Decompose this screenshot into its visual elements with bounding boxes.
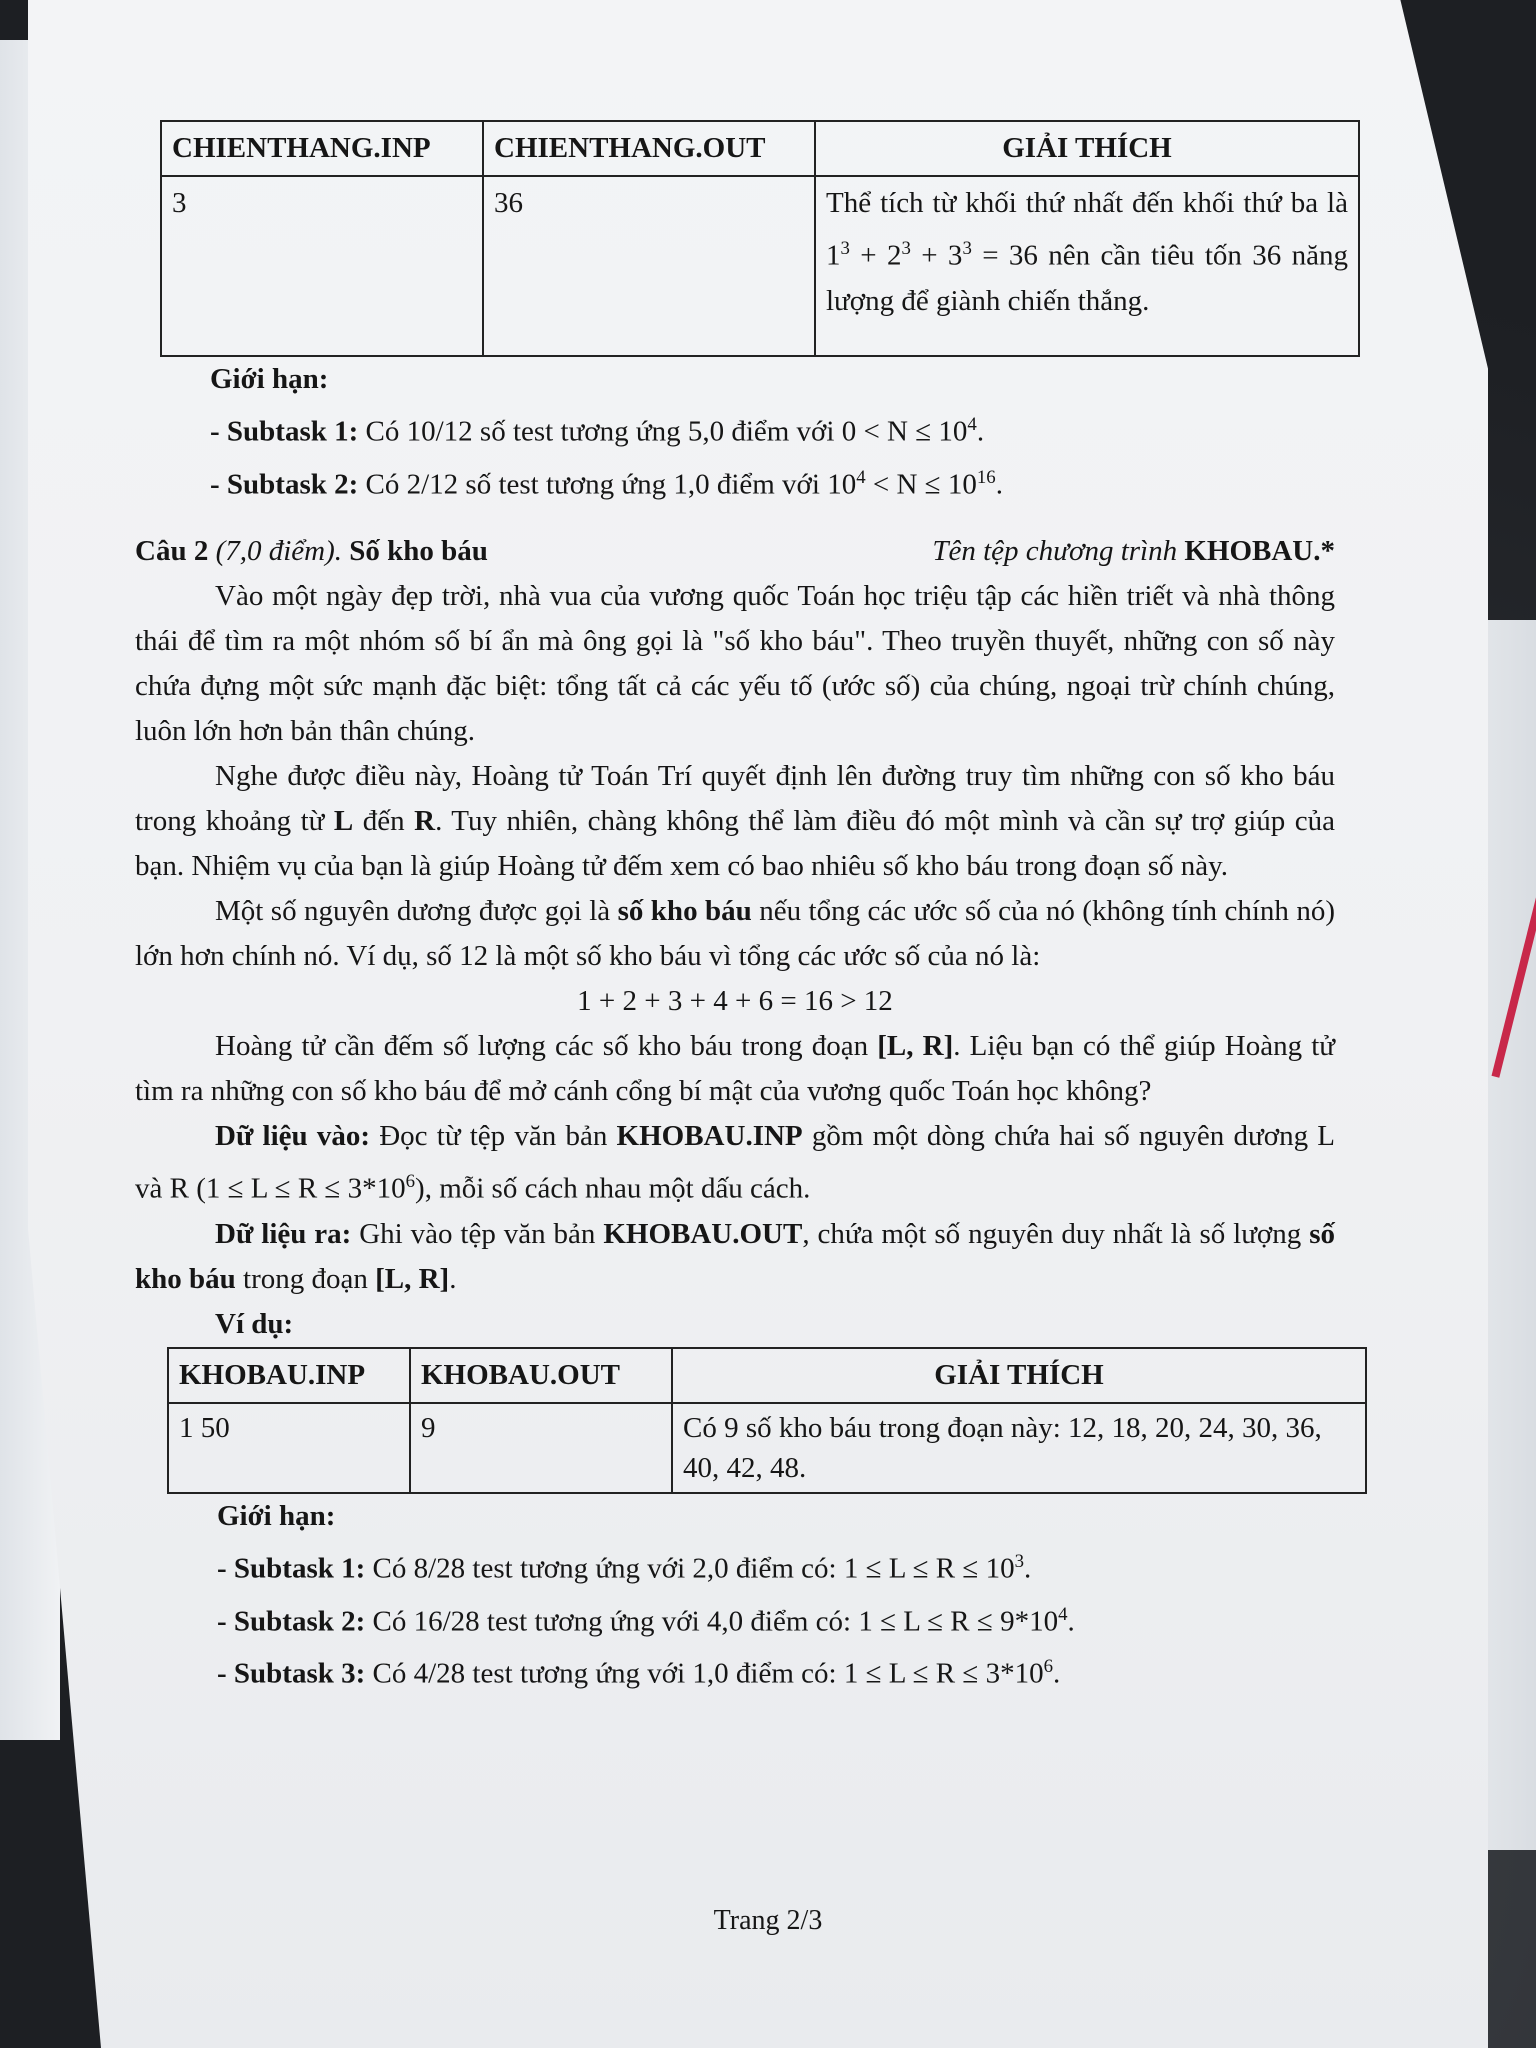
limits-title: Giới hạn:	[210, 363, 329, 395]
example-label: Ví dụ:	[215, 1307, 294, 1340]
formula: 1 + 2 + 3 + 4 + 6 = 16 > 12	[577, 985, 893, 1018]
limits-section-2	[135, 1494, 1335, 1697]
table-header: CHIENTHANG.INP	[161, 121, 483, 176]
table-header: CHIENTHANG.OUT	[483, 121, 815, 176]
subtask-line: - Subtask 1: Có 8/28 test tương ứng với 2,0 điểm có: $1 \le L \le R \le 10^3$.	[217, 1550, 1032, 1585]
paragraph-intro: Vào một ngày đẹp trời, nhà vua của vương quốc Toán học triệu tập các hiền triết và nhà thông thái để tìm ra một nhóm số bí ẩn mà ông gọi là "số kho báu". Theo truyền thuyết, những con số này chứa đựng một sức mạnh đặc biệt: tổng tất cả các yếu tố (ước số) của chúng, ngoại trừ chính chúng, luôn lớn hơn bản thân chúng.	[135, 580, 1335, 748]
table-row	[161, 176, 1359, 356]
table-cell-input: 3	[161, 176, 483, 356]
page-number: Trang 2/3	[713, 1905, 823, 1936]
program-file-name: Tên tệp chương trình KHOBAU.*	[932, 535, 1335, 568]
paragraph-task: Nghe được điều này, Hoàng tử Toán Trí quyết định lên đường truy tìm những con số kho báu trong khoảng từ L đến R. Tuy nhiên, chàng không thể làm điều đó một mình và cần sự trợ giúp của bạn. Nhiệm vụ của bạn là giúp Hoàng tử đếm xem có bao nhiêu số kho báu trong đoạn số này.	[135, 760, 1335, 883]
example-table-khobau	[167, 1347, 1367, 1494]
table-header: GIẢI THÍCH	[672, 1348, 1366, 1403]
table-cell-input: 1 50	[168, 1403, 410, 1493]
page-content	[135, 120, 1348, 1697]
limits-section-1	[135, 357, 1335, 507]
table-cell-explain: Có 9 số kho báu trong đoạn này: 12, 18, 20, 24, 30, 36, 40, 42, 48.	[672, 1403, 1366, 1493]
question-title: Câu 2 (7,0 điểm). Số kho báu	[135, 535, 488, 568]
subtask-line: - Subtask 2: Có 16/28 test tương ứng với 4,0 điểm có: $1 \le L \le R \le 9*10^4$.	[217, 1603, 1075, 1638]
table-cell-output: 9	[410, 1403, 672, 1493]
subtask-line: - Subtask 3: Có 4/28 test tương ứng với 1,0 điểm có: $1 \le L \le R \le 3*10^6$.	[217, 1656, 1061, 1690]
subtask-line: - Subtask 2: Có 2/12 số test tương ứng 1,0 điểm với $10^4 < N \le 10^{16}$.	[210, 466, 1003, 501]
question-heading	[135, 529, 1335, 574]
table-header: KHOBAU.OUT	[410, 1348, 672, 1403]
subtask-line: - Subtask 1: Có 10/12 số test tương ứng 5,0 điểm với $0 < N \le 10^4$.	[210, 414, 985, 448]
paragraph-definition: Một số nguyên dương được gọi là số kho báu nếu tổng các ước số của nó (không tính chính nó) lớn hơn chính nó. Ví dụ, số 12 là một số kho báu vì tổng các ước số của nó là:	[135, 895, 1335, 973]
example-table-chienthang	[160, 120, 1360, 357]
table-row	[168, 1403, 1366, 1493]
paragraph-output: Dữ liệu ra: Ghi vào tệp văn bản KHOBAU.OUT, chứa một số nguyên duy nhất là số lượng số kho báu trong đoạn [L, R].	[135, 1217, 1335, 1295]
limits-title: Giới hạn:	[217, 1499, 336, 1532]
table-header: GIẢI THÍCH	[815, 121, 1359, 176]
paragraph-input: Dữ liệu vào: Đọc từ tệp văn bản KHOBAU.INP gồm một dòng chứa hai số nguyên dương L và R $(1 \le L \le R \le 3*10^6)$, mỗi số cách nhau một dấu cách.	[135, 1120, 1335, 1205]
table-cell-explain: Thể tích từ khối thứ nhất đến khối thứ ba là $1^3 + 2^3 + 3^3 = 36$ nên cần tiêu tốn 36 năng lượng để giành chiến thắng.	[815, 176, 1359, 356]
table-cell-output: 36	[483, 176, 815, 356]
paragraph-question: Hoàng tử cần đếm số lượng các số kho báu trong đoạn [L, R]. Liệu bạn có thể giúp Hoàng tử tìm ra những con số kho báu để mở cánh cổng bí mật của vương quốc Toán học không?	[135, 1030, 1335, 1108]
table-header: KHOBAU.INP	[168, 1348, 410, 1403]
